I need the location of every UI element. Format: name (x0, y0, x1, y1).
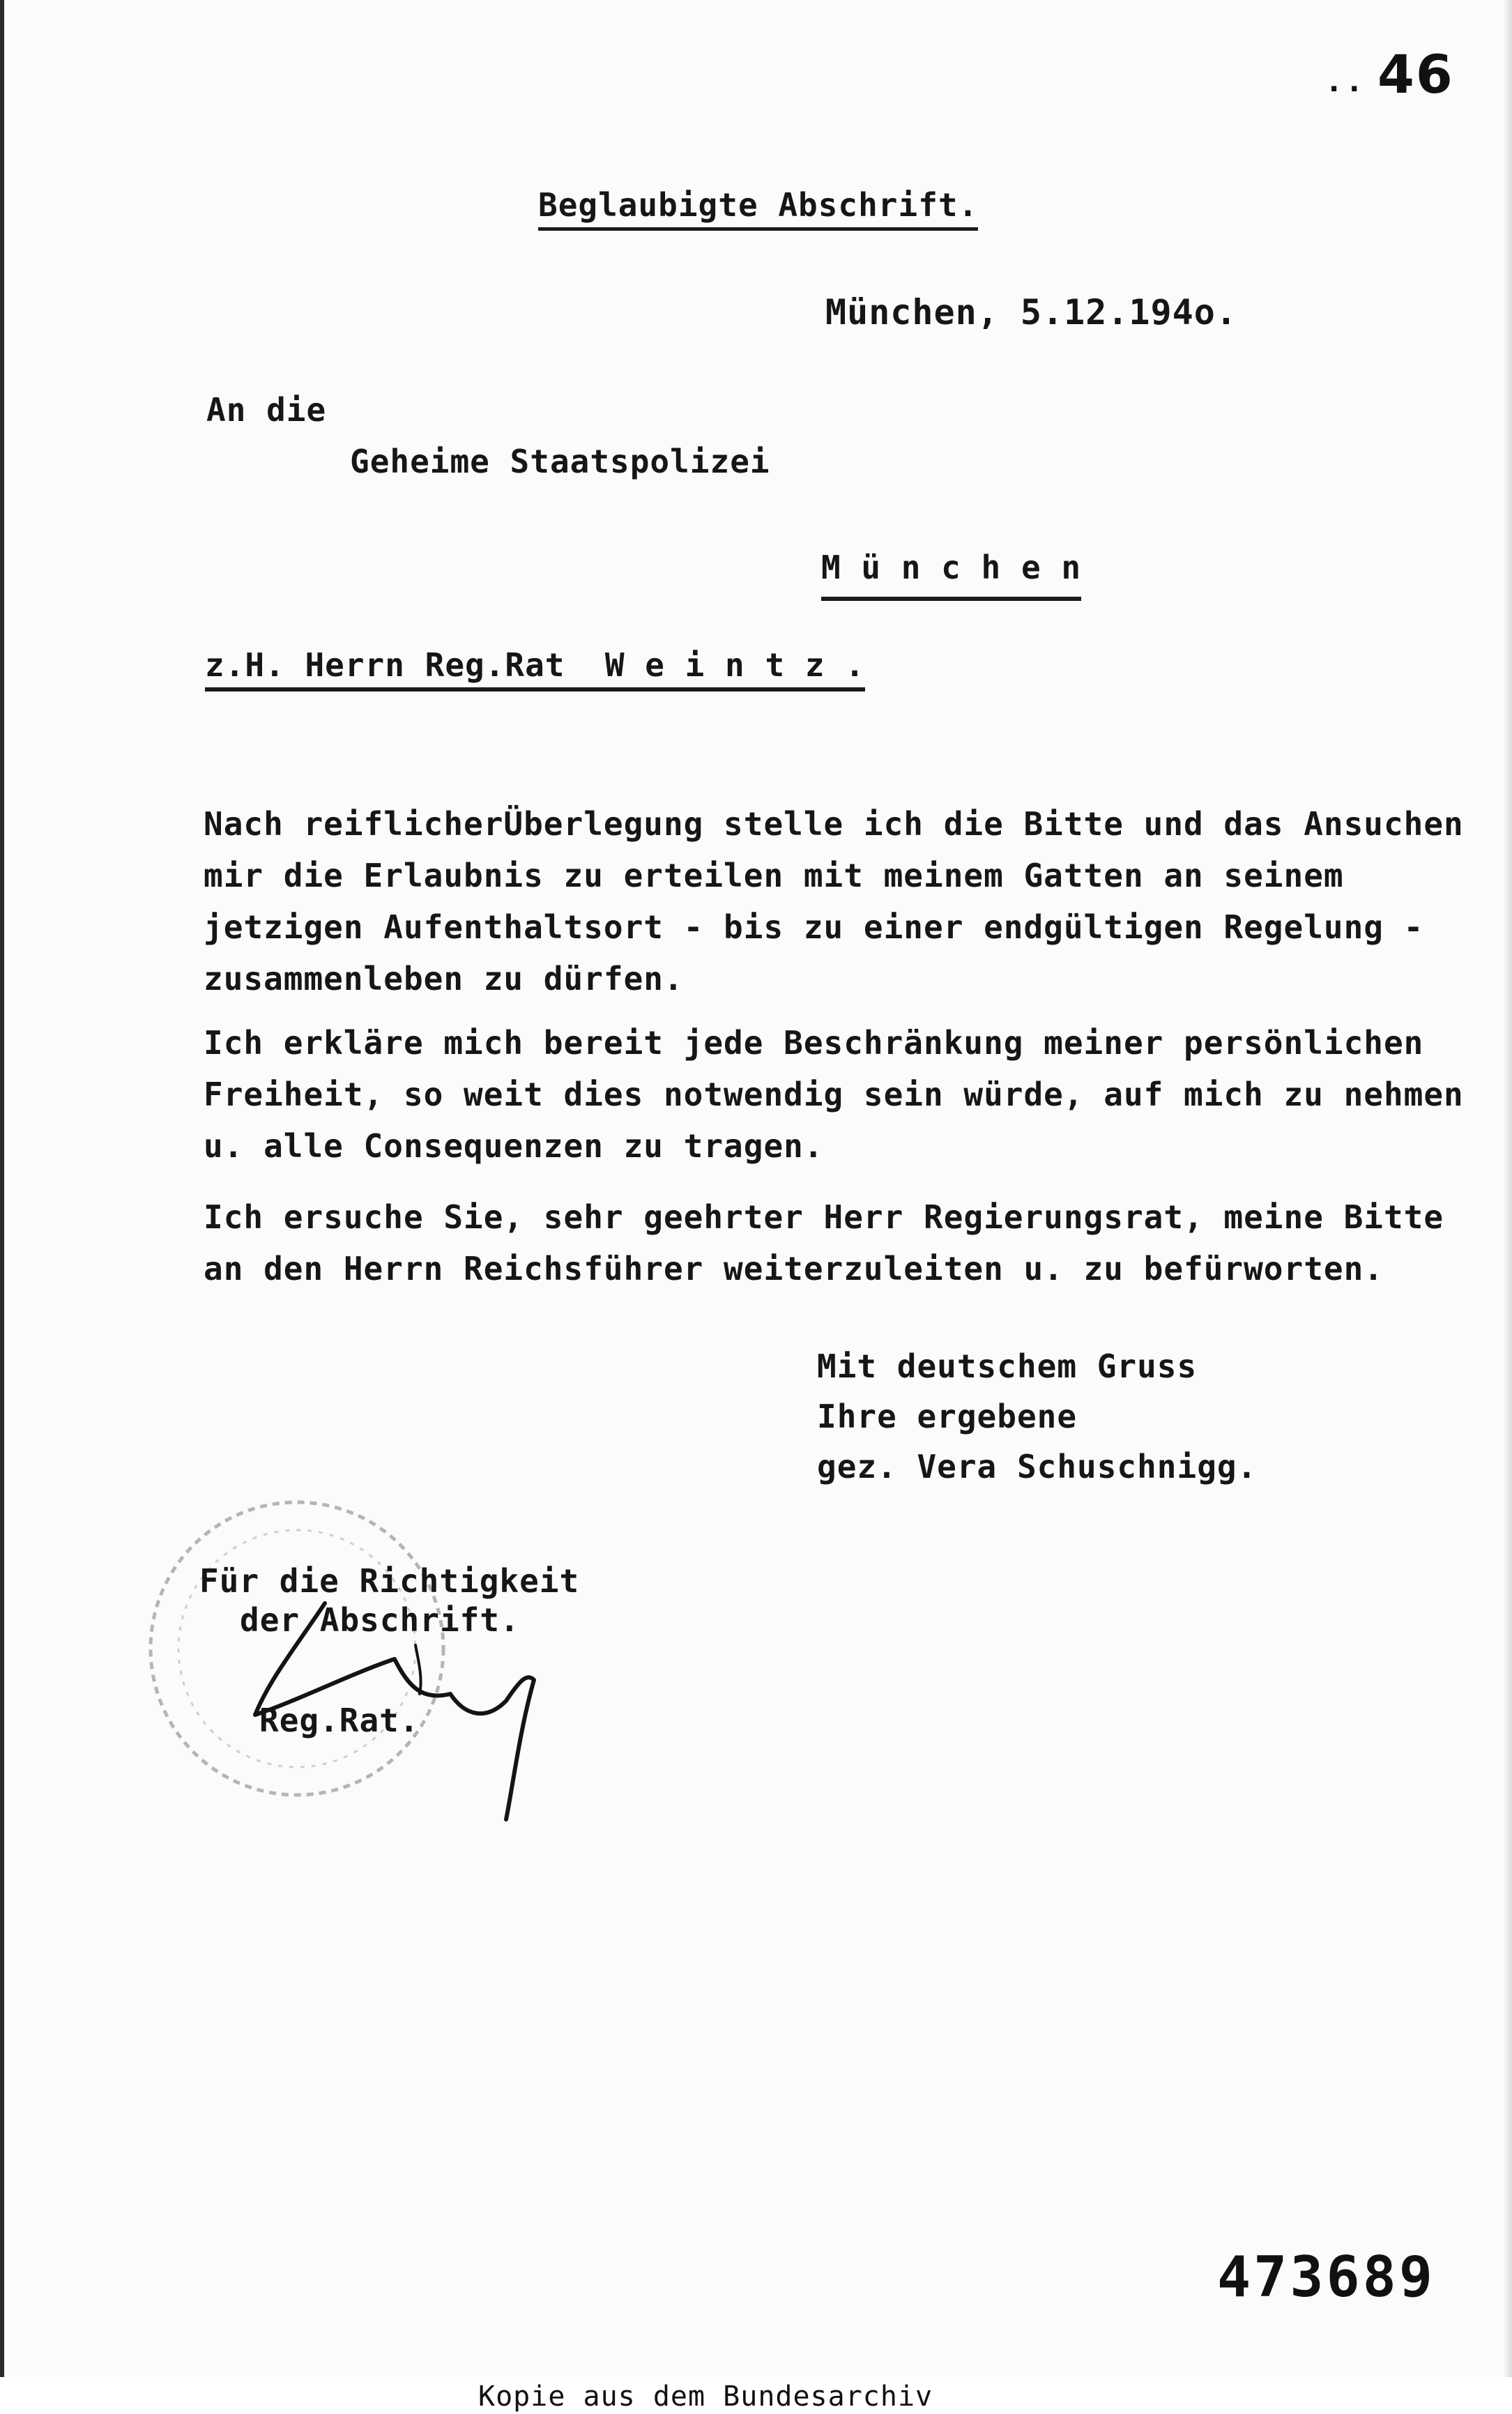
body-line: zusammenleben zu dürfen. (204, 960, 684, 998)
certification-line: Reg.Rat. (259, 1702, 420, 1739)
closing-line: Mit deutschem Gruss (817, 1347, 1198, 1385)
closing-line: Ihre ergebene (817, 1398, 1078, 1435)
recipient-line-2: Geheime Staatspolizei (350, 443, 770, 480)
body-line: jetzigen Aufenthaltsort - bis zu einer endgültigen Regelung - (204, 908, 1424, 946)
body-line: mir die Erlaubnis zu erteilen mit meinem Gatten an seinem (204, 857, 1344, 894)
body-line: Ich erkläre mich bereit jede Beschränkung meiner persönlichen (204, 1024, 1424, 1062)
handwritten-signature (4, 0, 1512, 2377)
body-line: Nach reiflicherÜberlegung stelle ich die Bitte und das Ansuchen (204, 805, 1464, 843)
signature-typed: gez. Vera Schuschnigg. (817, 1448, 1258, 1485)
place-date: München, 5.12.194o. (825, 292, 1237, 333)
archive-footer (0, 2377, 1512, 2414)
archive-number: 473689 (1217, 2245, 1435, 2309)
body-line: Ich ersuche Sie, sehr geehrter Herr Regierungsrat, meine Bitte (204, 1198, 1444, 1236)
body-line: u. alle Consequenzen zu tragen. (204, 1127, 824, 1165)
page-edge (1502, 0, 1512, 2377)
recipient-city: M ü n c h e n (821, 548, 1081, 601)
archive-footer-text: Kopie aus dem Bundesarchiv (478, 2381, 933, 2413)
body-line: an den Herrn Reichsführer weiterzuleiten u. zu befürworten. (204, 1250, 1384, 1288)
body-line: Freiheit, so weit dies notwendig sein würde, auf mich zu nehmen (204, 1076, 1464, 1113)
certification-line: Für die Richtigkeit (199, 1562, 580, 1600)
document-heading: Beglaubigte Abschrift. (538, 185, 978, 231)
certification-line: der Abschrift. (240, 1601, 520, 1639)
folio-dots: . . (1329, 66, 1360, 98)
folio-number: 46 (1377, 43, 1454, 105)
recipient-line-1: An die (206, 391, 327, 429)
recipient-attention: z.H. Herrn Reg.Rat W e i n t z . (205, 645, 865, 692)
